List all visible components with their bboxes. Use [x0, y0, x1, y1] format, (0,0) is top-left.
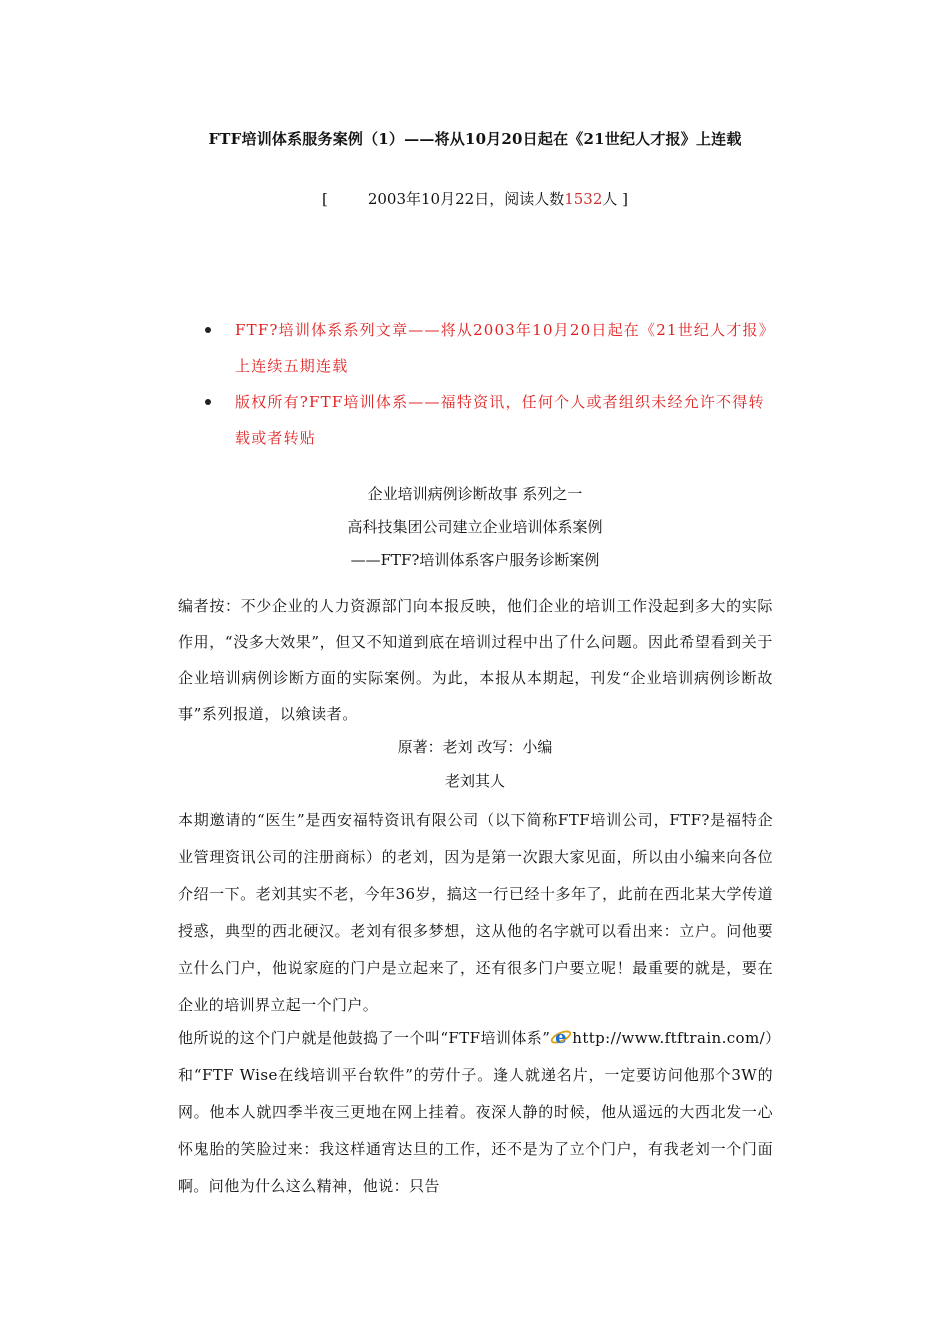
bullet-icon [205, 399, 211, 405]
author-credit: 原著：老刘 改写：小编 [397, 738, 553, 756]
series-headings [0, 482, 950, 581]
case-heading: 高科技集团公司建立企业培训体系案例 [347, 518, 603, 536]
meta-open-bracket: [ [321, 190, 328, 208]
editor-note: 编者按：不少企业的人力资源部门向本报反映，他们企业的培训工作没起到多大的实际作用，“没多大效果”，但又不知道到底在培训过程中出了什么问题。因此希望看到关于企业培训病例诊断方面的实际案例。为此，本报从本期起，刊发“企业培训病例诊断故事”系列报道，以飨读者。 [178, 597, 773, 723]
notice-text: FTF?培训体系系列文章——将从2003年10月20日起在《21世纪人才报》上连续五期连载 [235, 321, 775, 375]
notice-list [205, 312, 780, 456]
bullet-icon [205, 327, 211, 333]
meta-suffix: 人 ] [602, 190, 629, 208]
intro-paragraph: 本期邀请的“医生”是西安福特资讯有限公司（以下简称FTF培训公司，FTF?是福特企业管理资讯公司的注册商标）的老刘，因为是第一次跟大家见面，所以由小编来向各位介绍一下。老刘其实不老，今年36岁，搞这一行已经十多年了，此前在西北某大学传道授惑，典型的西北硬汉。老刘有很多梦想，这从他的名字就可以看出来：立户。问他要立什么门户，他说家庭的门户是立起来了，还有很多门户要立呢！最重要的就是，要在企业的培训界立起一个门户。 [178, 811, 773, 1014]
paragraph-text: 他所说的这个门户就是他鼓捣了一个叫“FTF培训体系” [178, 1029, 551, 1047]
case-subheading: ——FTF?培训体系客户服务诊断案例 [350, 551, 600, 569]
read-count: 1532 [564, 190, 603, 208]
list-item [205, 312, 780, 384]
meta-date: 2003年10月22日，阅读人数 [367, 190, 565, 208]
section-title: 老刘其人 [444, 772, 505, 790]
article-meta [0, 188, 950, 209]
list-item [205, 384, 780, 456]
page-title: FTF培训体系服务案例（1）——将从10月20日起在《21世纪人才报》上连载 [208, 130, 742, 148]
notice-text: 版权所有?FTF培训体系——福特资讯，任何个人或者组织未经允许不得转载或者转贴 [235, 393, 765, 447]
body-paragraph [178, 1020, 773, 1205]
svg-text:e: e [555, 1027, 568, 1047]
paragraph-text: ）和“FTF Wise在线培训平台软件”的劳什子。逢人就递名片，一定要访问他那个3W的网。他本人就四季半夜三更地在网上挂着。夜深人静的时候，他从遥远的大西北发一心怀鬼胎的笑脸过来：我这样通宵达旦的工作，还不是为了立个门户，有我老刘一个门面啊。问他为什么这么精神，他说：只告 [178, 1029, 773, 1195]
series-heading: 企业培训病例诊断故事 系列之一 [367, 485, 583, 503]
internet-explorer-icon [550, 1024, 572, 1047]
website-link[interactable]: http://www.ftftrain.com/ [572, 1029, 766, 1047]
